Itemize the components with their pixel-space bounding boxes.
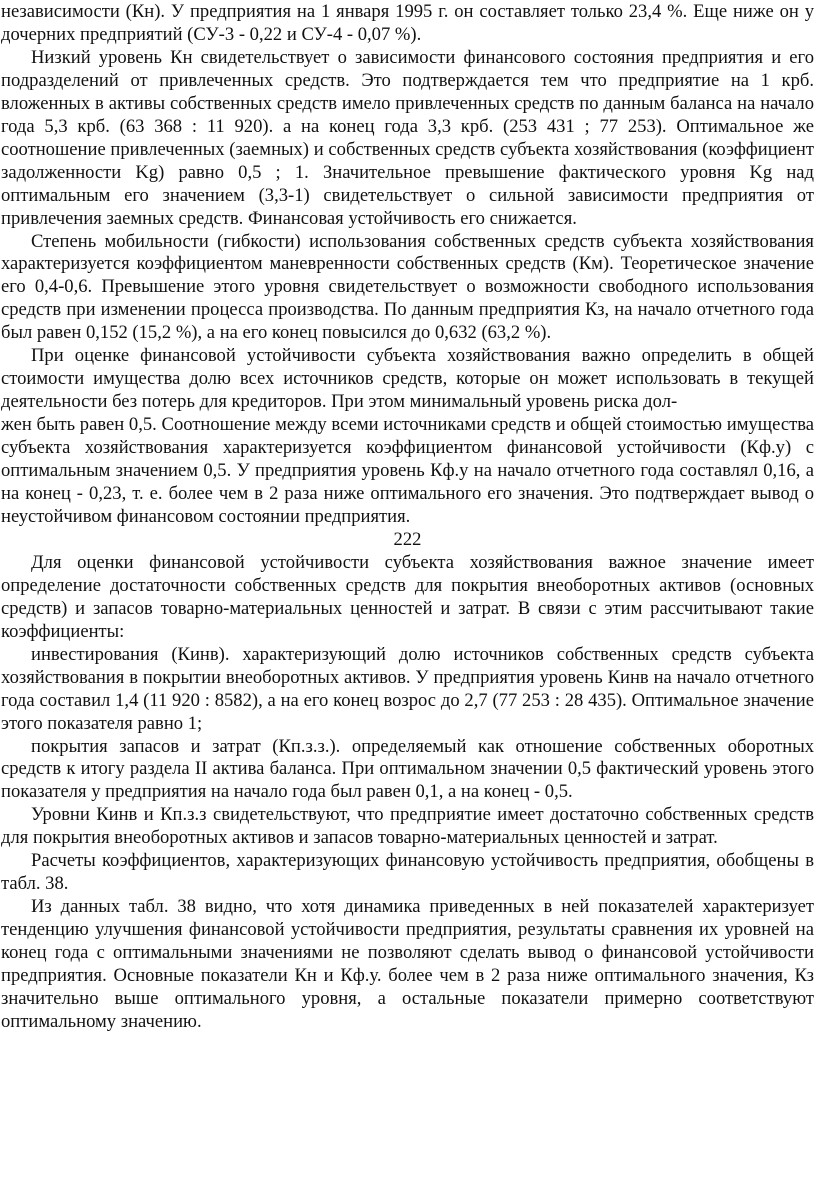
paragraph-investment: инвестирования (Кинв). характеризующий долю источников собственных средств субъекта хозяйствования в покрытии внеоборотных активов. У предприятия уровень Кинв на начало отчетного года составил 1,4 (11 920 : 8582), а на его конец возрос до 2,7 (77 253 : 28 435). Оптимальное значение этого показателя равно 1; [1, 643, 814, 734]
paragraph-sufficiency: Для оценки финансовой устойчивости субъекта хозяйствования важное значение имеет определение достаточности собственных средств для покрытия внеоборотных активов (основных средств) и запасов товарно-материальных ценностей и затрат. В связи с этим рассчитывают такие коэффициенты: [1, 551, 814, 642]
paragraph-coverage: покрытия запасов и затрат (Кп.з.з.). определяемый как отношение собственных оборотных средств к итогу раздела II актива баланса. При оптимальном значении 0,5 фактический уровень этого показателя у предприятия на начало года был равен 0,1, а на конец - 0,5. [1, 735, 814, 803]
paragraph-continuation: независимости (Кн). У предприятия на 1 января 1995 г. он составляет только 23,4 %. Еще ниже он у дочерних предприятий (СУ-3 - 0,22 и СУ-4 - 0,07 %). [1, 1, 814, 45]
paragraph-table-ref: Расчеты коэффициентов, характеризующих финансовую устойчивость предприятия, обобщены в табл. 38. [1, 850, 814, 895]
paragraph-conclusion: Из данных табл. 38 видно, что хотя динамика приведенных в ней показателей характеризует тенденцию улучшения финансовой устойчивости предприятия, результаты сравнения их уровней на конец года с оптимальными значениями не позволяют сделать вывод о финансовой устойчивости предприятия. Основные показатели Кн и Кф.у. более чем в 2 раза ниже оптимального значения, Кз значительно выше оптимального уровня, а остальные показатели примерно соответствуют оптимальному значению. [1, 896, 814, 1032]
paragraph-mobility: Степень мобильности (гибкости) использования собственных средств субъекта хозяйствования характеризуется коэффициентом маневренности собственных средств (Км). Теоретическое значение его 0,4-0,6. Превышение этого уровня свидетельствует о возможности свободного использования средств при изменении процесса производства. По данным предприятия Кз, на начало отчетного года был равен 0,152 (15,2 %), а на его конец повысился до 0,632 (63,2 %). [1, 230, 814, 344]
paragraph-financial-stability: При оценке финансовой устойчивости субъекта хозяйствования важно определить в общей стоимости имущества долю всех источников средств, которые он может использовать в текущей деятельности без потерь для кредиторов. При этом минимальный уровень риска дол- жен быть равен 0,5. Соотношение между всеми источниками средств и общей стоимостью имущества субъекта хозяйствования характеризуется коэффициентом финансовой устойчивости (Кф.у) с оптимальным значением 0,5. У предприятия уровень Кф.у на начало отчетного года составлял 0,16, а на конец - 0,23, т. е. более чем в 2 раза ниже оптимального его значения. Это подтверждает вывод о неустойчивом финансовом состоянии предприятия. [1, 345, 814, 527]
page-number: 222 [393, 528, 422, 550]
paragraph-levels: Уровни Кинв и Кп.з.з свидетельствуют, что предприятие имеет достаточно собственных средств для покрытия внеоборотных активов и запасов товарно-материальных ценностей и затрат. [1, 804, 814, 849]
paragraph-low-kn: Низкий уровень Кн свидетельствует о зависимости финансового состояния предприятия и его подразделений от привлеченных средств. Это подтверждается тем что предприятие на 1 крб. вложенных в активы собственных средств имело привлеченных средств по данным баланса на начало года 5,3 крб. (63 368 : 11 920). а на конец года 3,3 крб. (253 431 ; 77 253). Оптимальное же соотношение привлеченных (заемных) и собственных средств субъекта хозяйствования (коэффициент задолженности Kg) равно 0,5 ; 1. Значительное превышение фактического уровня Kg над оптимальным его значением (3,3-1) свидетельствует о сильной зависимости предприятия от привлечения заемных средств. Финансовая устойчивость его снижается. [1, 46, 814, 229]
